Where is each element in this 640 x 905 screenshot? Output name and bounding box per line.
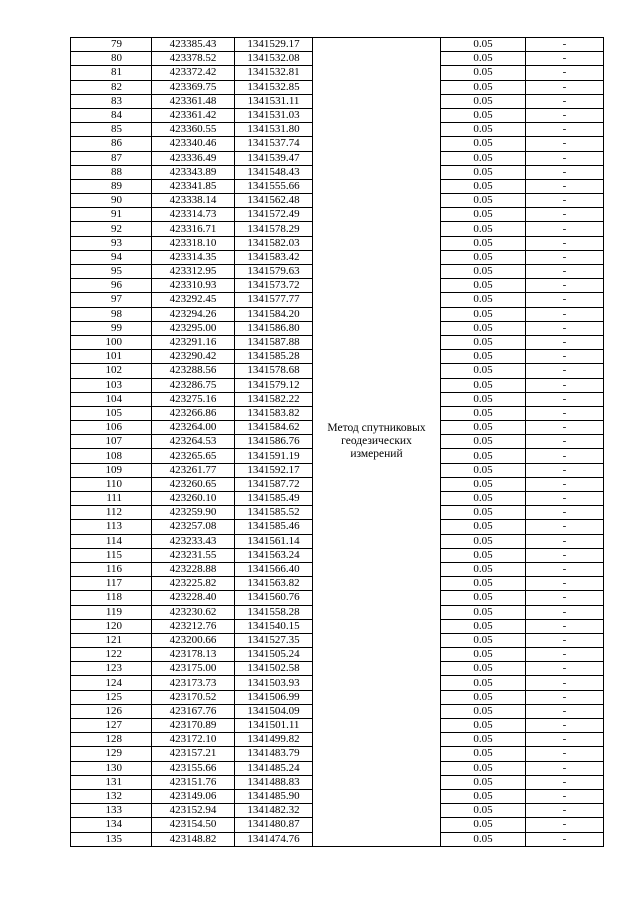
- point-number-cell: 119: [71, 605, 152, 619]
- point-number-cell: 88: [71, 165, 152, 179]
- point-number-cell: 97: [71, 293, 152, 307]
- accuracy-cell: 0.05: [441, 534, 526, 548]
- note-cell: -: [526, 477, 604, 491]
- y-coordinate-cell: 1341532.81: [235, 66, 313, 80]
- point-number-cell: 120: [71, 619, 152, 633]
- y-coordinate-cell: 1341483.79: [235, 747, 313, 761]
- point-number-cell: 83: [71, 94, 152, 108]
- point-number-cell: 100: [71, 335, 152, 349]
- y-coordinate-cell: 1341555.66: [235, 179, 313, 193]
- point-number-cell: 102: [71, 364, 152, 378]
- x-coordinate-cell: 423172.10: [152, 733, 235, 747]
- y-coordinate-cell: 1341474.76: [235, 832, 313, 846]
- x-coordinate-cell: 423178.13: [152, 648, 235, 662]
- point-number-cell: 104: [71, 392, 152, 406]
- note-cell: -: [526, 548, 604, 562]
- accuracy-cell: 0.05: [441, 435, 526, 449]
- y-coordinate-cell: 1341563.24: [235, 548, 313, 562]
- point-number-cell: 125: [71, 690, 152, 704]
- accuracy-cell: 0.05: [441, 633, 526, 647]
- point-number-cell: 128: [71, 733, 152, 747]
- y-coordinate-cell: 1341582.03: [235, 236, 313, 250]
- y-coordinate-cell: 1341586.80: [235, 321, 313, 335]
- x-coordinate-cell: 423314.73: [152, 208, 235, 222]
- y-coordinate-cell: 1341485.90: [235, 789, 313, 803]
- x-coordinate-cell: 423230.62: [152, 605, 235, 619]
- x-coordinate-cell: 423265.65: [152, 449, 235, 463]
- point-number-cell: 134: [71, 818, 152, 832]
- x-coordinate-cell: 423175.00: [152, 662, 235, 676]
- accuracy-cell: 0.05: [441, 179, 526, 193]
- point-number-cell: 98: [71, 307, 152, 321]
- y-coordinate-cell: 1341584.20: [235, 307, 313, 321]
- accuracy-cell: 0.05: [441, 38, 526, 52]
- y-coordinate-cell: 1341506.99: [235, 690, 313, 704]
- x-coordinate-cell: 423291.16: [152, 335, 235, 349]
- x-coordinate-cell: 423155.66: [152, 761, 235, 775]
- point-number-cell: 89: [71, 179, 152, 193]
- x-coordinate-cell: 423149.06: [152, 789, 235, 803]
- accuracy-cell: 0.05: [441, 719, 526, 733]
- y-coordinate-cell: 1341527.35: [235, 633, 313, 647]
- coordinates-table-body: [71, 38, 604, 847]
- accuracy-cell: 0.05: [441, 208, 526, 222]
- x-coordinate-cell: 423266.86: [152, 406, 235, 420]
- x-coordinate-cell: 423173.73: [152, 676, 235, 690]
- x-coordinate-cell: 423314.35: [152, 250, 235, 264]
- note-cell: -: [526, 633, 604, 647]
- accuracy-cell: 0.05: [441, 477, 526, 491]
- point-number-cell: 111: [71, 492, 152, 506]
- note-cell: -: [526, 350, 604, 364]
- point-number-cell: 115: [71, 548, 152, 562]
- y-coordinate-cell: 1341531.80: [235, 123, 313, 137]
- accuracy-cell: 0.05: [441, 321, 526, 335]
- y-coordinate-cell: 1341532.85: [235, 80, 313, 94]
- accuracy-cell: 0.05: [441, 775, 526, 789]
- note-cell: -: [526, 421, 604, 435]
- point-number-cell: 90: [71, 194, 152, 208]
- point-number-cell: 113: [71, 520, 152, 534]
- x-coordinate-cell: 423151.76: [152, 775, 235, 789]
- note-cell: -: [526, 392, 604, 406]
- accuracy-cell: 0.05: [441, 378, 526, 392]
- point-number-cell: 110: [71, 477, 152, 491]
- x-coordinate-cell: 423369.75: [152, 80, 235, 94]
- accuracy-cell: 0.05: [441, 605, 526, 619]
- note-cell: -: [526, 94, 604, 108]
- accuracy-cell: 0.05: [441, 108, 526, 122]
- x-coordinate-cell: 423338.14: [152, 194, 235, 208]
- x-coordinate-cell: 423275.16: [152, 392, 235, 406]
- accuracy-cell: 0.05: [441, 492, 526, 506]
- point-number-cell: 82: [71, 80, 152, 94]
- accuracy-cell: 0.05: [441, 222, 526, 236]
- y-coordinate-cell: 1341583.42: [235, 250, 313, 264]
- point-number-cell: 112: [71, 506, 152, 520]
- x-coordinate-cell: 423152.94: [152, 804, 235, 818]
- x-coordinate-cell: 423260.65: [152, 477, 235, 491]
- x-coordinate-cell: 423170.89: [152, 719, 235, 733]
- point-number-cell: 79: [71, 38, 152, 52]
- point-number-cell: 116: [71, 562, 152, 576]
- accuracy-cell: 0.05: [441, 250, 526, 264]
- y-coordinate-cell: 1341583.82: [235, 406, 313, 420]
- accuracy-cell: 0.05: [441, 80, 526, 94]
- point-number-cell: 108: [71, 449, 152, 463]
- y-coordinate-cell: 1341572.49: [235, 208, 313, 222]
- x-coordinate-cell: 423154.50: [152, 818, 235, 832]
- y-coordinate-cell: 1341591.19: [235, 449, 313, 463]
- note-cell: -: [526, 605, 604, 619]
- x-coordinate-cell: 423294.26: [152, 307, 235, 321]
- accuracy-cell: 0.05: [441, 619, 526, 633]
- accuracy-cell: 0.05: [441, 123, 526, 137]
- accuracy-cell: 0.05: [441, 520, 526, 534]
- accuracy-cell: 0.05: [441, 293, 526, 307]
- y-coordinate-cell: 1341562.48: [235, 194, 313, 208]
- point-number-cell: 101: [71, 350, 152, 364]
- note-cell: -: [526, 279, 604, 293]
- accuracy-cell: 0.05: [441, 548, 526, 562]
- x-coordinate-cell: 423148.82: [152, 832, 235, 846]
- accuracy-cell: 0.05: [441, 350, 526, 364]
- note-cell: -: [526, 747, 604, 761]
- y-coordinate-cell: 1341566.40: [235, 562, 313, 576]
- x-coordinate-cell: 423170.52: [152, 690, 235, 704]
- y-coordinate-cell: 1341592.17: [235, 463, 313, 477]
- accuracy-cell: 0.05: [441, 307, 526, 321]
- point-number-cell: 96: [71, 279, 152, 293]
- y-coordinate-cell: 1341503.93: [235, 676, 313, 690]
- coordinates-table: [70, 37, 604, 847]
- accuracy-cell: 0.05: [441, 279, 526, 293]
- x-coordinate-cell: 423336.49: [152, 151, 235, 165]
- point-number-cell: 133: [71, 804, 152, 818]
- x-coordinate-cell: 423361.42: [152, 108, 235, 122]
- point-number-cell: 103: [71, 378, 152, 392]
- x-coordinate-cell: 423312.95: [152, 265, 235, 279]
- accuracy-cell: 0.05: [441, 265, 526, 279]
- y-coordinate-cell: 1341537.74: [235, 137, 313, 151]
- note-cell: -: [526, 378, 604, 392]
- point-number-cell: 129: [71, 747, 152, 761]
- point-number-cell: 85: [71, 123, 152, 137]
- note-cell: -: [526, 804, 604, 818]
- y-coordinate-cell: 1341561.14: [235, 534, 313, 548]
- x-coordinate-cell: 423286.75: [152, 378, 235, 392]
- y-coordinate-cell: 1341548.43: [235, 165, 313, 179]
- accuracy-cell: 0.05: [441, 506, 526, 520]
- accuracy-cell: 0.05: [441, 591, 526, 605]
- note-cell: -: [526, 137, 604, 151]
- point-number-cell: 94: [71, 250, 152, 264]
- y-coordinate-cell: 1341573.72: [235, 279, 313, 293]
- x-coordinate-cell: 423378.52: [152, 52, 235, 66]
- x-coordinate-cell: 423257.08: [152, 520, 235, 534]
- point-number-cell: 80: [71, 52, 152, 66]
- note-cell: -: [526, 435, 604, 449]
- note-cell: -: [526, 761, 604, 775]
- x-coordinate-cell: 423290.42: [152, 350, 235, 364]
- note-cell: -: [526, 789, 604, 803]
- y-coordinate-cell: 1341579.63: [235, 265, 313, 279]
- note-cell: -: [526, 591, 604, 605]
- note-cell: -: [526, 194, 604, 208]
- x-coordinate-cell: 423310.93: [152, 279, 235, 293]
- point-number-cell: 122: [71, 648, 152, 662]
- point-number-cell: 81: [71, 66, 152, 80]
- point-number-cell: 127: [71, 719, 152, 733]
- x-coordinate-cell: 423228.40: [152, 591, 235, 605]
- x-coordinate-cell: 423385.43: [152, 38, 235, 52]
- point-number-cell: 107: [71, 435, 152, 449]
- point-number-cell: 105: [71, 406, 152, 420]
- x-coordinate-cell: 423372.42: [152, 66, 235, 80]
- note-cell: -: [526, 449, 604, 463]
- note-cell: -: [526, 520, 604, 534]
- y-coordinate-cell: 1341488.83: [235, 775, 313, 789]
- accuracy-cell: 0.05: [441, 151, 526, 165]
- accuracy-cell: 0.05: [441, 648, 526, 662]
- accuracy-cell: 0.05: [441, 392, 526, 406]
- note-cell: -: [526, 619, 604, 633]
- y-coordinate-cell: 1341587.88: [235, 335, 313, 349]
- accuracy-cell: 0.05: [441, 761, 526, 775]
- y-coordinate-cell: 1341532.08: [235, 52, 313, 66]
- note-cell: -: [526, 534, 604, 548]
- x-coordinate-cell: 423316.71: [152, 222, 235, 236]
- accuracy-cell: 0.05: [441, 94, 526, 108]
- y-coordinate-cell: 1341563.82: [235, 577, 313, 591]
- accuracy-cell: 0.05: [441, 463, 526, 477]
- note-cell: -: [526, 208, 604, 222]
- note-cell: -: [526, 80, 604, 94]
- note-cell: -: [526, 307, 604, 321]
- point-number-cell: 93: [71, 236, 152, 250]
- note-cell: -: [526, 704, 604, 718]
- accuracy-cell: 0.05: [441, 747, 526, 761]
- note-cell: -: [526, 463, 604, 477]
- x-coordinate-cell: 423340.46: [152, 137, 235, 151]
- note-cell: -: [526, 733, 604, 747]
- accuracy-cell: 0.05: [441, 236, 526, 250]
- x-coordinate-cell: 423295.00: [152, 321, 235, 335]
- point-number-cell: 99: [71, 321, 152, 335]
- y-coordinate-cell: 1341578.68: [235, 364, 313, 378]
- accuracy-cell: 0.05: [441, 676, 526, 690]
- x-coordinate-cell: 423259.90: [152, 506, 235, 520]
- note-cell: -: [526, 123, 604, 137]
- note-cell: -: [526, 676, 604, 690]
- note-cell: -: [526, 719, 604, 733]
- note-cell: -: [526, 38, 604, 52]
- note-cell: -: [526, 335, 604, 349]
- accuracy-cell: 0.05: [441, 789, 526, 803]
- x-coordinate-cell: 423264.53: [152, 435, 235, 449]
- y-coordinate-cell: 1341560.76: [235, 591, 313, 605]
- accuracy-cell: 0.05: [441, 194, 526, 208]
- point-number-cell: 118: [71, 591, 152, 605]
- y-coordinate-cell: 1341540.15: [235, 619, 313, 633]
- y-coordinate-cell: 1341531.03: [235, 108, 313, 122]
- note-cell: -: [526, 265, 604, 279]
- note-cell: -: [526, 52, 604, 66]
- y-coordinate-cell: 1341505.24: [235, 648, 313, 662]
- note-cell: -: [526, 562, 604, 576]
- note-cell: -: [526, 662, 604, 676]
- x-coordinate-cell: 423260.10: [152, 492, 235, 506]
- y-coordinate-cell: 1341501.11: [235, 719, 313, 733]
- y-coordinate-cell: 1341529.17: [235, 38, 313, 52]
- note-cell: -: [526, 66, 604, 80]
- y-coordinate-cell: 1341558.28: [235, 605, 313, 619]
- point-number-cell: 109: [71, 463, 152, 477]
- x-coordinate-cell: 423157.21: [152, 747, 235, 761]
- accuracy-cell: 0.05: [441, 577, 526, 591]
- note-cell: -: [526, 832, 604, 846]
- point-number-cell: 95: [71, 265, 152, 279]
- note-cell: -: [526, 406, 604, 420]
- accuracy-cell: 0.05: [441, 704, 526, 718]
- point-number-cell: 132: [71, 789, 152, 803]
- point-number-cell: 106: [71, 421, 152, 435]
- x-coordinate-cell: 423228.88: [152, 562, 235, 576]
- x-coordinate-cell: 423212.76: [152, 619, 235, 633]
- accuracy-cell: 0.05: [441, 690, 526, 704]
- accuracy-cell: 0.05: [441, 165, 526, 179]
- accuracy-cell: 0.05: [441, 364, 526, 378]
- note-cell: -: [526, 293, 604, 307]
- point-number-cell: 84: [71, 108, 152, 122]
- y-coordinate-cell: 1341499.82: [235, 733, 313, 747]
- note-cell: -: [526, 236, 604, 250]
- accuracy-cell: 0.05: [441, 832, 526, 846]
- x-coordinate-cell: 423343.89: [152, 165, 235, 179]
- x-coordinate-cell: 423233.43: [152, 534, 235, 548]
- y-coordinate-cell: 1341577.77: [235, 293, 313, 307]
- accuracy-cell: 0.05: [441, 818, 526, 832]
- y-coordinate-cell: 1341482.32: [235, 804, 313, 818]
- y-coordinate-cell: 1341578.29: [235, 222, 313, 236]
- method-cell: Метод спутниковых геодезических измерений: [313, 38, 441, 847]
- x-coordinate-cell: 423288.56: [152, 364, 235, 378]
- note-cell: -: [526, 506, 604, 520]
- note-cell: -: [526, 364, 604, 378]
- x-coordinate-cell: 423264.00: [152, 421, 235, 435]
- note-cell: -: [526, 151, 604, 165]
- note-cell: -: [526, 577, 604, 591]
- y-coordinate-cell: 1341584.62: [235, 421, 313, 435]
- y-coordinate-cell: 1341539.47: [235, 151, 313, 165]
- x-coordinate-cell: 423341.85: [152, 179, 235, 193]
- x-coordinate-cell: 423167.76: [152, 704, 235, 718]
- accuracy-cell: 0.05: [441, 804, 526, 818]
- accuracy-cell: 0.05: [441, 421, 526, 435]
- y-coordinate-cell: 1341579.12: [235, 378, 313, 392]
- point-number-cell: 126: [71, 704, 152, 718]
- note-cell: -: [526, 250, 604, 264]
- x-coordinate-cell: 423318.10: [152, 236, 235, 250]
- y-coordinate-cell: 1341587.72: [235, 477, 313, 491]
- y-coordinate-cell: 1341585.28: [235, 350, 313, 364]
- y-coordinate-cell: 1341585.46: [235, 520, 313, 534]
- point-number-cell: 114: [71, 534, 152, 548]
- note-cell: -: [526, 165, 604, 179]
- note-cell: -: [526, 321, 604, 335]
- note-cell: -: [526, 648, 604, 662]
- point-number-cell: 130: [71, 761, 152, 775]
- point-number-cell: 92: [71, 222, 152, 236]
- note-cell: -: [526, 775, 604, 789]
- point-number-cell: 91: [71, 208, 152, 222]
- point-number-cell: 86: [71, 137, 152, 151]
- note-cell: -: [526, 222, 604, 236]
- y-coordinate-cell: 1341585.52: [235, 506, 313, 520]
- table-row: [71, 38, 604, 52]
- accuracy-cell: 0.05: [441, 662, 526, 676]
- point-number-cell: 124: [71, 676, 152, 690]
- accuracy-cell: 0.05: [441, 733, 526, 747]
- point-number-cell: 87: [71, 151, 152, 165]
- accuracy-cell: 0.05: [441, 137, 526, 151]
- note-cell: -: [526, 492, 604, 506]
- x-coordinate-cell: 423200.66: [152, 633, 235, 647]
- y-coordinate-cell: 1341502.58: [235, 662, 313, 676]
- note-cell: -: [526, 690, 604, 704]
- y-coordinate-cell: 1341586.76: [235, 435, 313, 449]
- accuracy-cell: 0.05: [441, 449, 526, 463]
- x-coordinate-cell: 423261.77: [152, 463, 235, 477]
- accuracy-cell: 0.05: [441, 562, 526, 576]
- note-cell: -: [526, 179, 604, 193]
- x-coordinate-cell: 423225.82: [152, 577, 235, 591]
- x-coordinate-cell: 423292.45: [152, 293, 235, 307]
- point-number-cell: 123: [71, 662, 152, 676]
- point-number-cell: 121: [71, 633, 152, 647]
- y-coordinate-cell: 1341485.24: [235, 761, 313, 775]
- x-coordinate-cell: 423361.48: [152, 94, 235, 108]
- y-coordinate-cell: 1341531.11: [235, 94, 313, 108]
- accuracy-cell: 0.05: [441, 66, 526, 80]
- point-number-cell: 131: [71, 775, 152, 789]
- x-coordinate-cell: 423231.55: [152, 548, 235, 562]
- y-coordinate-cell: 1341582.22: [235, 392, 313, 406]
- accuracy-cell: 0.05: [441, 335, 526, 349]
- point-number-cell: 117: [71, 577, 152, 591]
- y-coordinate-cell: 1341504.09: [235, 704, 313, 718]
- point-number-cell: 135: [71, 832, 152, 846]
- note-cell: -: [526, 108, 604, 122]
- y-coordinate-cell: 1341585.49: [235, 492, 313, 506]
- accuracy-cell: 0.05: [441, 52, 526, 66]
- y-coordinate-cell: 1341480.87: [235, 818, 313, 832]
- x-coordinate-cell: 423360.55: [152, 123, 235, 137]
- note-cell: -: [526, 818, 604, 832]
- accuracy-cell: 0.05: [441, 406, 526, 420]
